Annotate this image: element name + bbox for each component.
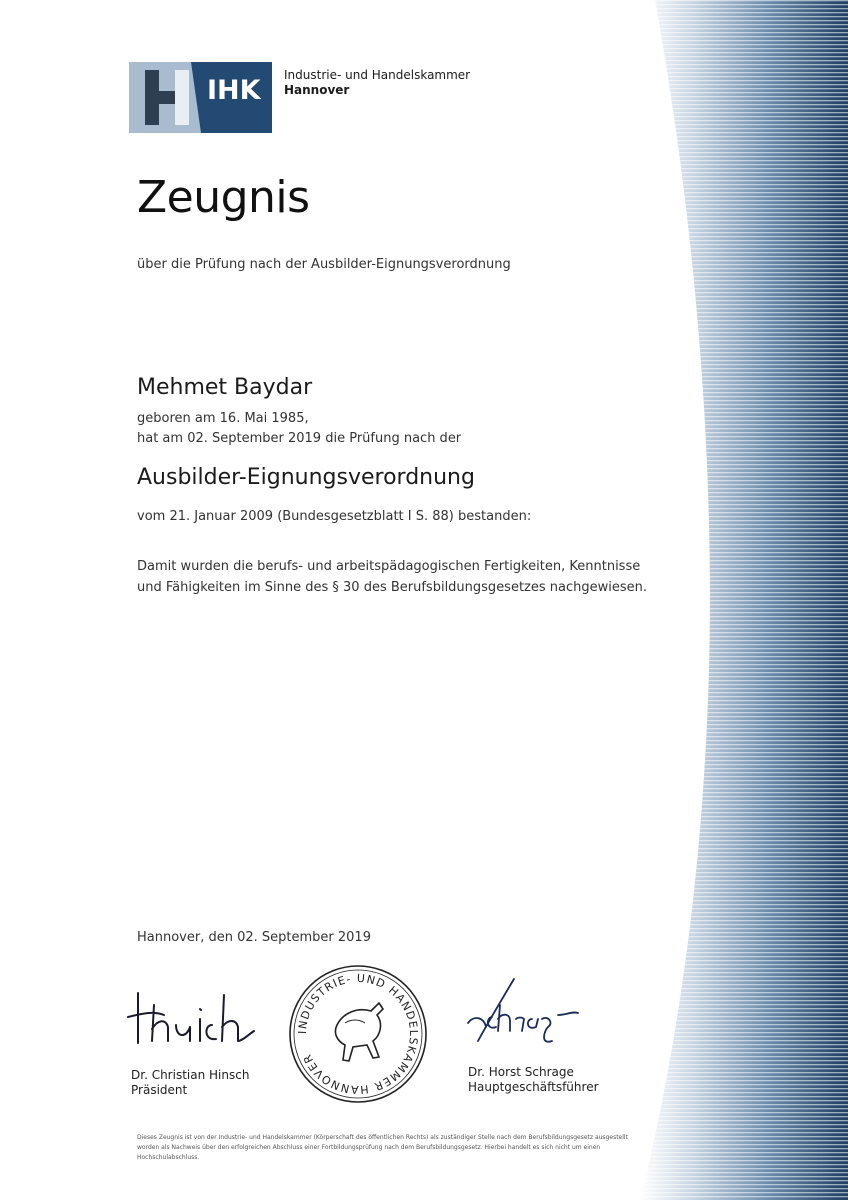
signer-right-name: Dr. Horst Schrage (468, 1065, 574, 1079)
signature-right (462, 975, 582, 1050)
horse-emblem-icon (335, 1003, 383, 1061)
birth-line: geboren am 16. Mai 1985, (137, 411, 309, 426)
signer-left (131, 1068, 249, 1098)
logo-text: IHK (207, 75, 261, 106)
document-title: Zeugnis (137, 172, 310, 223)
seal-text: INDUSTRIE- UND HANDELSKAMMER HANNOVER (295, 971, 421, 1097)
org-line-1: Industrie- und Handelskammer (284, 68, 471, 82)
statement-paragraph: Damit wurden die berufs- und arbeitspädagogischen Fertigkeiten, Kenntnisse und Fähigkeiten im Sinne des § 30 des Berufsbildungsgesetzes nachgewiesen. (137, 559, 648, 595)
signer-left-name: Dr. Christian Hinsch (131, 1068, 250, 1082)
org-line-2: Hannover (284, 83, 350, 97)
signer-left-role: Präsident (131, 1083, 188, 1097)
exam-line: hat am 02. September 2019 die Prüfung nach der (137, 431, 462, 446)
footer-legal-note: Dieses Zeugnis ist von der Industrie- und Handelskammer (Körperschaft des öffentlichen Rechts) als zuständiger Stelle nach dem Berufsbildungsgesetz ausgestellt worden als Nachweis über den erfolgreichen Abschluss einer Fortbildungsprüfung nach dem Berufsbildungsgesetz. Hierbei handelt es sich nicht um einen Hochschulabschluss. (137, 1134, 628, 1161)
recipient-name: Mehmet Baydar (137, 375, 313, 400)
regulation-title: Ausbilder-Eignungsverordnung (137, 465, 475, 490)
signer-right-role: Hauptgeschäftsführer (468, 1080, 599, 1094)
signature-left (124, 985, 264, 1055)
regulation-date-line: vom 21. Januar 2009 (Bundesgesetzblatt I S. 88) bestanden: (137, 509, 532, 524)
document-subtitle: über die Prüfung nach der Ausbilder-Eignungsverordnung (137, 257, 511, 272)
organization-name (284, 68, 470, 98)
chamber-seal (287, 963, 429, 1105)
place-and-date: Hannover, den 02. September 2019 (137, 930, 371, 945)
ihk-logo (129, 62, 272, 133)
signer-right (468, 1065, 599, 1095)
